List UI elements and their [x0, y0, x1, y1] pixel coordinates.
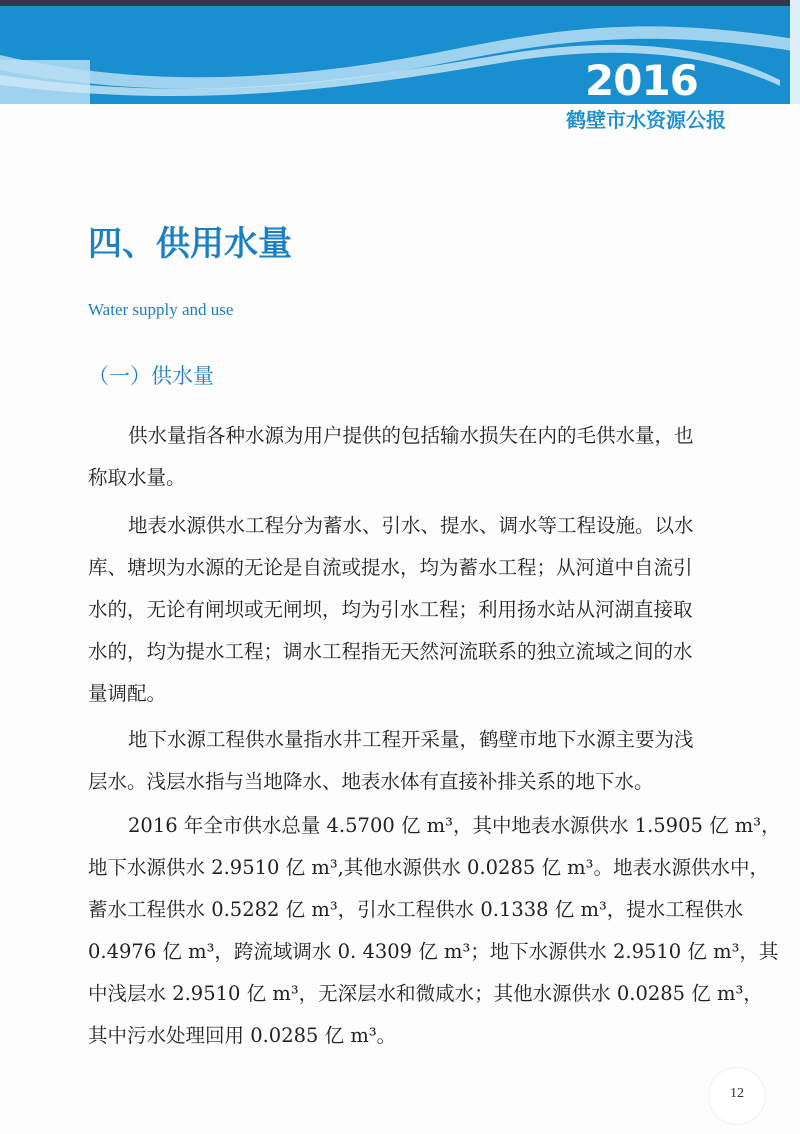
- paragraph-line: 地下水源工程供水量指水井工程开采量，鹤壁市地下水源主要为浅: [128, 728, 694, 751]
- paragraph-line: 供水量指各种水源为用户提供的包括输水损失在内的毛供水量，也: [128, 424, 694, 447]
- paragraph-line: 量调配。: [88, 682, 167, 705]
- paragraph-line: 0.4976 亿 m³，跨流域调水 0. 4309 亿 m³；地下水源供水 2.9510 亿 m³，其: [88, 940, 779, 963]
- section-heading: （一）供水量: [88, 364, 214, 388]
- paragraph-line: 称取水量。: [88, 466, 186, 489]
- paragraph-line: 其中污水处理回用 0.0285 亿 m³。: [88, 1024, 397, 1047]
- page-title: 四、供用水量: [88, 224, 292, 264]
- page-number: 12: [730, 1086, 744, 1101]
- paragraph-line: 水的，均为提水工程；调水工程指无天然河流联系的独立流域之间的水: [88, 640, 693, 663]
- header-subtitle: 鹤壁市水资源公报: [566, 108, 726, 132]
- page-number-badge: [709, 1068, 765, 1124]
- paragraph-line: 层水。浅层水指与当地降水、地表水体有直接补排关系的地下水。: [88, 770, 654, 793]
- paragraph-line: 2016 年全市供水总量 4.5700 亿 m³，其中地表水源供水 1.5905 亿 m³，: [128, 814, 781, 837]
- header-year: 2016: [585, 56, 698, 105]
- paragraph-line: 蓄水工程供水 0.5282 亿 m³，引水工程供水 0.1338 亿 m³，提水工程供水: [88, 898, 744, 921]
- paragraph-line: 中浅层水 2.9510 亿 m³，无深层水和微咸水；其他水源供水 0.0285 亿 m³，: [88, 982, 763, 1005]
- paragraph-line: 水的，无论有闸坝或无闸坝，均为引水工程；利用扬水站从河湖直接取: [88, 598, 693, 621]
- paragraph-line: 库、塘坝为水源的无论是自流或提水，均为蓄水工程；从河道中自流引: [88, 556, 693, 579]
- paragraph-line: 地表水源供水工程分为蓄水、引水、提水、调水等工程设施。以水: [128, 514, 694, 537]
- page-title-english: Water supply and use: [88, 300, 234, 319]
- paragraph-line: 地下水源供水 2.9510 亿 m³,其他水源供水 0.0285 亿 m³。地表水源供水中，: [88, 856, 769, 879]
